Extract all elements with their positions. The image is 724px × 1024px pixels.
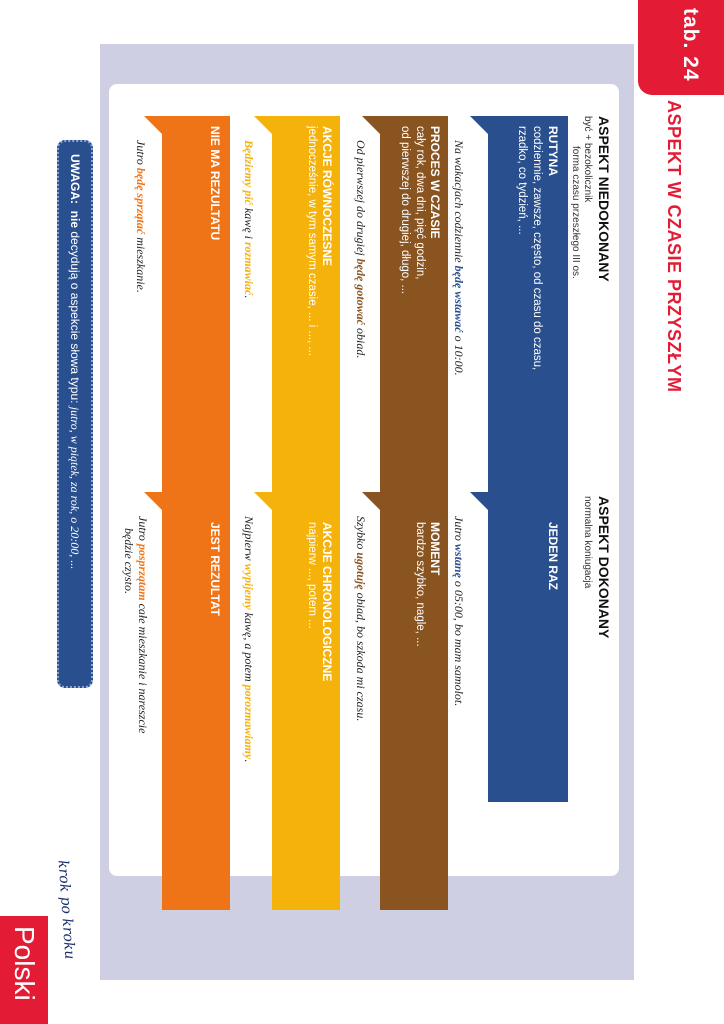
band-moment-text: bardzo szybko, nagle, ... <box>414 522 426 647</box>
note-examples: jutro, w piątek, za rok, o 20:00, ... <box>68 406 82 570</box>
example-text: obiad. <box>354 325 368 359</box>
band-result-title: JEST REZULTAT <box>208 522 222 616</box>
example-text: obiad, bo szkoda mi czasu. <box>354 589 368 722</box>
brand-script-logo: krok po kroku <box>54 859 78 960</box>
example-verb: będę gotować <box>354 258 368 325</box>
example-verb: będę sprzątać <box>134 167 148 235</box>
band-chronological <box>272 492 340 910</box>
band-moment-tab <box>362 492 380 510</box>
example-verb: będę wstawać <box>452 265 466 333</box>
band-process-tab <box>362 116 380 134</box>
example-text: Od pierwszej do drugiej <box>354 140 368 259</box>
band-simultaneous-tab <box>254 116 272 134</box>
brand-logo <box>0 916 48 1024</box>
perfective-formula: normalna koniugacja <box>582 496 593 589</box>
band-result-tab <box>144 492 162 510</box>
example-verb: ugotuję <box>354 552 368 590</box>
example-text: . <box>242 295 256 299</box>
note-box <box>57 140 93 688</box>
band-process <box>380 116 448 492</box>
band-routine-text-2: rzadko, co tydzień, ... <box>516 126 528 235</box>
imperfective-formula-2: forma czasu przeszłego III os. <box>570 146 581 279</box>
example-text: kawę, a potem <box>242 609 256 685</box>
example-text: mieszkanie. <box>134 234 148 293</box>
example-simultaneous <box>242 140 256 298</box>
imperfective-title: ASPEKT NIEDOKONANY <box>596 116 612 282</box>
example-verb: wypijemy <box>242 563 256 610</box>
example-text: o 05:00, bo mam samolot. <box>452 577 466 707</box>
example-text: Jutro <box>452 516 466 544</box>
band-moment <box>380 492 448 910</box>
band-moment-title: MOMENT <box>428 522 442 576</box>
band-once-title: JEDEN RAZ <box>546 522 560 591</box>
band-no-result <box>162 116 230 492</box>
example-verb: wstanę <box>452 543 466 578</box>
band-routine-tab <box>470 116 488 134</box>
band-routine-text-1: codziennie, zawsze, często, od czasu do czasu, <box>531 126 543 371</box>
band-result <box>162 492 230 910</box>
note-emphasis: nie <box>68 210 82 229</box>
example-text: kawę i <box>242 204 256 242</box>
band-simultaneous <box>272 116 340 492</box>
example-verb: Będziemy pić <box>242 140 256 205</box>
band-chronological-tab <box>254 492 272 510</box>
band-no-result-tab <box>144 116 162 134</box>
band-no-result-title: NIE MA REZULTATU <box>208 126 222 241</box>
band-routine <box>488 116 568 492</box>
example-text: całe mieszkanie i nareszcie <box>136 600 150 734</box>
example-verb: porozmawiamy <box>242 684 256 760</box>
example-routine <box>452 140 466 376</box>
example-text: Najpierw <box>242 516 256 564</box>
example-text: Szybko <box>354 516 368 553</box>
example-result <box>136 516 150 733</box>
note-label: UWAGA: <box>68 154 82 204</box>
band-once-tab <box>470 492 488 510</box>
example-text: o 10:00. <box>452 332 466 376</box>
band-chronological-title: AKCJE CHRONOLOGICZNE <box>320 522 334 682</box>
page-title: ASPEKT W CZASIE PRZYSZŁYM <box>664 100 684 393</box>
tab-label <box>638 0 724 95</box>
note-text <box>67 154 82 569</box>
example-no-result <box>134 140 148 293</box>
band-process-title: PROCES W CZASIE <box>428 126 442 239</box>
band-process-text-2: od pierwszej do drugiej, długo, ... <box>399 126 411 295</box>
band-simultaneous-title: AKCJE RÓWNOCZESNE <box>320 126 334 267</box>
brand-name: Polski <box>9 926 40 1001</box>
band-once <box>488 492 568 802</box>
band-chronological-text: najpierw ..., potem ... <box>306 522 318 629</box>
example-result-line2: będzie czysto. <box>122 528 136 594</box>
example-text: Jutro <box>134 140 148 168</box>
band-simultaneous-text: jednocześnie, w tym samym czasie, ... i ..., ... <box>306 126 318 357</box>
band-process-text-1: cały rok, dwa dni, pięć godzin, <box>414 126 426 280</box>
example-once <box>452 516 466 706</box>
example-chronological <box>242 516 256 762</box>
example-verb: posprzątam <box>136 543 150 601</box>
imperfective-formula-1: być + bezokolicznik <box>582 116 593 203</box>
example-verb: rozmawiać <box>242 241 256 296</box>
example-process <box>354 140 368 358</box>
example-text: Jutro <box>136 516 150 544</box>
example-moment <box>354 516 368 721</box>
example-text: . <box>242 759 256 763</box>
example-text: Na wakacjach codziennie <box>452 140 466 266</box>
note-body: decydują o aspekcie słowa typu: <box>68 228 82 407</box>
band-routine-title: RUTYNA <box>546 126 560 176</box>
perfective-title: ASPEKT DOKONANY <box>596 496 612 639</box>
tab-number: tab. 24 <box>679 8 702 82</box>
